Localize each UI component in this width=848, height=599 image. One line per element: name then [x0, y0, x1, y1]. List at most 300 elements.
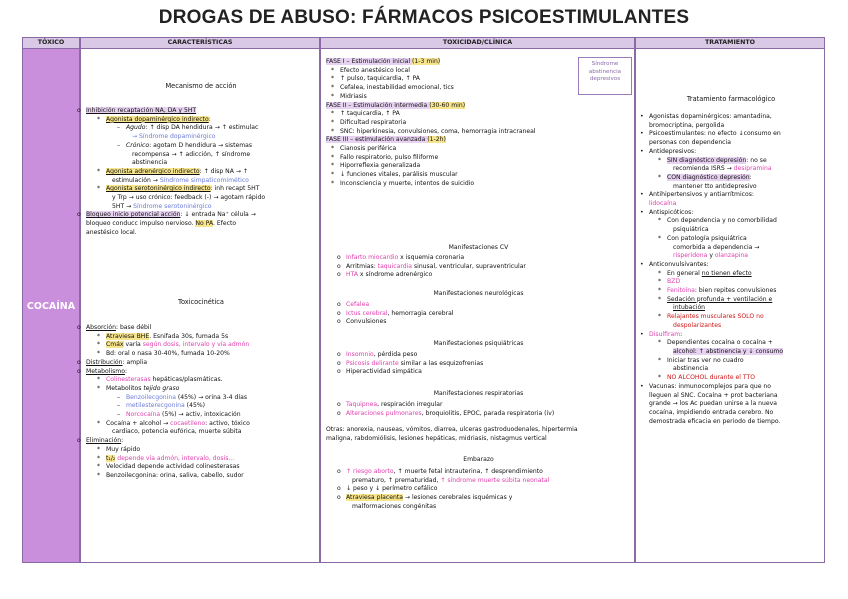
list-item: [326, 410, 631, 419]
list-item: [326, 254, 631, 263]
list-item: [641, 365, 823, 374]
page-title: DROGAS DE ABUSO: FÁRMACOS PSICOESTIMULANTES: [158, 7, 690, 28]
toxicocinetica-list: [77, 324, 318, 481]
list-item-text: ↑ pulso, taquicardia, ↑ PA: [340, 75, 420, 83]
section-heading-toxicocinetica: Toxicocinética: [178, 298, 224, 306]
list-item: [77, 437, 318, 446]
bullet-marker: •: [640, 260, 644, 268]
bullet-marker: *: [97, 376, 101, 384]
bullet-marker: *: [97, 384, 101, 392]
list-item: [86, 428, 318, 437]
list-item: [326, 110, 576, 119]
list-item-text: Vacunas: inmunocomplejos para que no: [649, 382, 771, 390]
list-item-text: Psicoestimulantes: no efecto ↓consumo en: [649, 130, 781, 138]
section-heading-neuro: Manifestaciones neurológicas: [433, 290, 524, 297]
list-item-text: Benzoilecgonina: [126, 393, 176, 401]
section-heading-psiq: Manifestaciones psiquiátricas: [433, 340, 524, 347]
bullet-marker: o: [77, 437, 81, 445]
list-item-text: no tienen efecto: [701, 269, 752, 277]
list-item: [641, 270, 823, 279]
bullet-marker: *: [97, 454, 101, 462]
bullet-marker: *: [331, 75, 335, 83]
bullet-marker: o: [337, 351, 341, 358]
bullet-marker: *: [658, 278, 662, 286]
bullet-marker: o: [337, 309, 341, 317]
list-item-text: BZD: [667, 278, 681, 286]
list-item-text: Colinesterasas: [106, 376, 151, 384]
list-item-text: : ↑ disp DA hendidura → ↑ estimulac: [145, 124, 259, 132]
mecanismo-list: [77, 107, 318, 238]
list-item-text: Dependientes cocaína o cocaína +: [667, 339, 773, 347]
list-item: [326, 102, 576, 111]
list-item-text: (5%) → activ, intoxicación: [160, 411, 241, 419]
list-item-text: HTA: [346, 271, 358, 279]
bullet-marker: o: [337, 262, 341, 270]
list-item-text: Efecto anestésico local: [340, 66, 410, 74]
list-item-text: similar a las esquizofrenias: [398, 359, 484, 367]
list-item-text: bromocriptina, pergolida: [649, 121, 725, 129]
list-item-text: risperidona: [673, 252, 708, 260]
cv-list: [326, 254, 631, 280]
tratamiento-list: [641, 113, 823, 426]
bullet-marker: •: [640, 382, 644, 390]
list-item-text: Cefalea: [346, 301, 370, 308]
bullet-marker: *: [331, 153, 335, 161]
list-item: [641, 165, 823, 174]
list-item-text: . Efecto: [213, 220, 237, 228]
list-item-text: , respiración irregular: [377, 401, 443, 408]
list-item-text: : amplia: [122, 358, 148, 366]
list-item: [77, 358, 318, 368]
list-item: [641, 139, 823, 148]
list-item-text: x síndrome adrenérgico: [358, 271, 433, 279]
section-heading-tratamiento: Tratamiento farmacológico: [686, 95, 776, 103]
list-item-text: Fallo respiratorio, pulso filiforme: [340, 153, 439, 161]
list-item-text: Disulfiram: [649, 330, 681, 338]
list-item: [77, 107, 318, 116]
list-item: [641, 278, 823, 287]
bullet-marker: o: [77, 358, 81, 366]
list-item-text: → Síndrome dopaminérgico: [132, 133, 216, 141]
list-item-text: Con patología psiquiátrica: [667, 234, 747, 242]
list-item: [641, 130, 823, 139]
bullet-marker: *: [331, 118, 335, 126]
bullet-marker: o: [77, 107, 81, 114]
list-item-text: Antidepresivos:: [649, 147, 697, 155]
list-item-text: abstinencia: [132, 159, 168, 167]
bullet-marker: *: [331, 127, 335, 135]
list-item-text: :: [124, 367, 128, 375]
list-item: [641, 331, 823, 340]
section-heading-mecanismo: Mecanismo de acción: [165, 82, 237, 90]
bullet-marker: –: [117, 411, 121, 419]
list-item-text: Alteraciones pulmonares: [346, 409, 422, 417]
list-item-text: prematuro, ↑ prematuridad,: [352, 476, 441, 484]
list-item-text: varía: [123, 341, 143, 349]
bullet-marker: *: [658, 374, 662, 382]
list-item: [641, 383, 823, 392]
list-item: [326, 301, 631, 310]
list-item: [641, 400, 823, 409]
list-item-text: (45%): [184, 402, 205, 410]
bullet-marker: *: [97, 167, 101, 175]
list-item-text: Infarto miocardio: [346, 254, 399, 261]
bullet-marker: o: [337, 409, 341, 417]
list-item-text: Con dependencia y no comorbilidad: [667, 217, 777, 225]
bullet-marker: •: [640, 130, 644, 138]
list-item-text: según dosis, intervalo y vía admón: [142, 341, 250, 349]
embarazo-list: [326, 468, 631, 512]
list-item: [326, 136, 576, 145]
header-toxicidad: TOXICIDAD/CLÍNICA: [320, 37, 635, 49]
list-item-text: → lesiones cerebrales isquémicas y: [402, 494, 513, 502]
bullet-marker: o: [337, 254, 341, 261]
list-item: [86, 385, 318, 394]
list-item-text: Sedación profunda + ventilación e: [667, 295, 773, 303]
list-item: [641, 200, 823, 209]
list-item: [641, 261, 823, 270]
list-item-text: Eliminación: [86, 437, 122, 445]
list-item-text: y Trp → uso crónico: feedback (-) → agotam rápido: [112, 194, 266, 202]
list-item-text: FASE I – Estimulación inicial: [326, 58, 413, 65]
bullet-marker: *: [658, 287, 662, 295]
bullet-marker: o: [337, 485, 341, 493]
list-item-text: :: [208, 115, 211, 123]
list-item: [326, 154, 576, 163]
list-item-text: (30-60 min): [429, 101, 466, 109]
list-item-text: alcohol: ↑ abstinencia y ↓ consumo: [673, 347, 784, 355]
list-item: [86, 455, 318, 464]
bullet-marker: *: [331, 179, 335, 187]
list-item: [641, 304, 823, 313]
list-item-text: personas con dependencia: [649, 139, 731, 147]
bullet-marker: –: [117, 402, 121, 410]
list-item-text: Síndrome serotoninérgico: [133, 202, 212, 210]
list-item-text: : inh recapt 5HT: [210, 185, 260, 193]
bullet-marker: –: [117, 124, 121, 132]
list-item-text: Cefalea, inestabilidad emocional, tics: [340, 84, 454, 92]
toxico-column: [22, 49, 80, 563]
psiq-list: [326, 351, 631, 377]
bullet-marker: *: [97, 115, 101, 123]
list-item-text: Síndrome simpaticomimético: [159, 176, 249, 184]
list-item-text: , pérdida peso: [373, 351, 418, 358]
list-item-text: Distribución: [86, 358, 123, 366]
bullet-marker: *: [97, 463, 101, 471]
list-item: [641, 357, 823, 366]
list-item-text: :: [121, 437, 124, 445]
list-item: [86, 394, 318, 403]
list-item: [641, 252, 823, 261]
bullet-marker: •: [640, 113, 644, 120]
list-item: [86, 124, 318, 133]
list-item-text: Agonistas dopaminérgicos: amantadina,: [649, 113, 772, 120]
list-item: [86, 194, 318, 203]
list-item-text: :: [749, 173, 752, 181]
bullet-marker: *: [97, 332, 101, 340]
list-item: [641, 322, 823, 331]
list-item: [326, 67, 576, 76]
list-item: [326, 58, 576, 67]
list-item: [326, 468, 631, 477]
bullet-marker: o: [77, 324, 81, 331]
list-item: [641, 148, 823, 157]
list-item-text: Norcocaína: [126, 411, 161, 419]
list-item-text: tejido graso: [143, 384, 180, 392]
list-item-text: Fenitoína: [667, 287, 695, 295]
list-item-text: sinusal, ventricular, supraventricular: [412, 262, 526, 270]
list-item: [86, 185, 318, 194]
bullet-marker: *: [658, 173, 662, 181]
list-item: [326, 119, 576, 128]
list-item-text: : ↑ disp NA → ↑: [199, 167, 248, 175]
section-heading-embarazo: Embarazo: [463, 456, 494, 463]
neuro-list: [326, 301, 631, 327]
bullet-marker: *: [658, 313, 662, 321]
list-item-text: Arritmias:: [346, 262, 378, 270]
list-item-text: CON diagnóstico depresión: [667, 173, 750, 181]
list-item-text: Cmáx: [106, 341, 124, 349]
list-item-text: Inhibición recaptación NA, DA y 5HT: [86, 107, 197, 114]
list-item: [641, 409, 823, 418]
list-item-text: Metabolitos: [106, 384, 144, 392]
bullet-marker: o: [337, 468, 341, 475]
list-item-text: t₁/₂: [106, 454, 116, 462]
list-item-text: demostrada eficacia en periodo de tiempo.: [649, 417, 781, 425]
bullet-marker: –: [117, 393, 121, 401]
toxico-name: COCAÍNA: [26, 301, 76, 312]
bullet-marker: *: [97, 445, 101, 453]
list-item-text: ↑ riesgo aborto: [346, 468, 394, 475]
bullet-marker: o: [337, 359, 341, 367]
bullet-marker: o: [337, 494, 341, 502]
list-item-text: Cocaína + alcohol →: [106, 419, 171, 427]
bullet-marker: *: [331, 110, 335, 118]
bullet-marker: *: [658, 269, 662, 277]
list-item-text: (45%) → orina 3-4 días: [175, 393, 247, 401]
list-item-text: Midriasis: [340, 92, 367, 100]
list-item: [641, 157, 823, 166]
list-item-text: comorbida a dependencia →: [673, 243, 760, 251]
bullet-marker: o: [337, 271, 341, 279]
list-item-text: recompensa → ↑ adicción, ↑ síndrome: [132, 150, 251, 158]
list-item-text: Inconsciencia y muerte, intentos de suicidio: [340, 179, 475, 187]
list-item-text: Velocidad depende actividad colinesterasas: [106, 463, 240, 471]
fases-list: [326, 58, 576, 189]
resp-list: [326, 401, 631, 418]
list-item: [86, 133, 318, 142]
list-item-text: FASE III – estimulación avanzada: [326, 136, 428, 144]
list-item-text: Convulsiones: [346, 318, 387, 326]
list-item-text: Antihipertensivos y antiarrítmicos:: [649, 191, 754, 199]
list-item-text: grande → los Ac puedan unirse a la nueva: [649, 400, 777, 408]
list-item: [641, 296, 823, 305]
list-item: [641, 122, 823, 131]
list-item-text: Metabolismo: [86, 367, 125, 375]
list-item-text: Insomnio: [346, 351, 374, 358]
list-item: [641, 339, 823, 348]
list-item: [641, 226, 823, 235]
list-item-text: Agudo: [126, 124, 146, 132]
list-item-text: Atraviesa BHE: [106, 332, 150, 340]
list-item: [326, 75, 576, 84]
list-item: [641, 235, 823, 244]
list-item-text: malformaciones congénitas: [352, 502, 437, 510]
list-item: [641, 313, 823, 322]
list-item: [86, 463, 318, 472]
list-item: [326, 84, 576, 93]
list-item-text: Antispicóticos:: [649, 208, 694, 216]
bullet-marker: o: [337, 301, 341, 308]
list-item: [326, 401, 631, 410]
list-item: [86, 220, 318, 229]
list-item-text: , broquiolitis, EPOC, parada respiratoria (iv): [421, 409, 555, 417]
list-item-text: Relajantes musculares SOLO no: [667, 313, 764, 321]
list-item-text: Bloqueo inicio potencial acción: [86, 211, 181, 219]
bullet-marker: *: [97, 350, 101, 358]
list-item: [641, 174, 823, 183]
list-item-text: , hemorragia cerebral: [387, 309, 454, 317]
list-item-text: : base débil: [115, 324, 152, 331]
bullet-marker: o: [77, 211, 81, 219]
section-heading-cv: Manifestaciones CV: [448, 244, 509, 251]
otras-line-1: Otras: anorexia, nauseas, vómitos, diarrea, ulceras gastroduodenales, hipertermia: [326, 426, 578, 433]
list-item: [641, 392, 823, 401]
list-item: [326, 503, 631, 512]
list-item-text: SIN diagnóstico depresión: [667, 156, 747, 164]
list-item-text: Agonista dopaminérgico indirecto: [106, 115, 209, 123]
list-item: [326, 93, 576, 102]
list-item: [326, 180, 576, 189]
list-item: [326, 318, 631, 327]
list-item: [326, 351, 631, 360]
list-item-text: : activo, tóxico: [205, 419, 250, 427]
list-item-text: Dificultad respiratoria: [340, 118, 407, 126]
bullet-marker: •: [640, 191, 644, 199]
list-item: [86, 350, 318, 359]
list-item-text: Crónico: [126, 141, 150, 149]
bullet-marker: *: [658, 234, 662, 242]
list-item: [86, 402, 318, 411]
list-item: [77, 211, 318, 220]
list-item-text: Cianosis periférica: [340, 145, 397, 153]
list-item-text: Agonista adrenérgico indirecto: [106, 167, 200, 175]
list-item-text: metilesterecgonina: [126, 402, 185, 410]
list-item-text: Bd: oral o nasa 30-40%, fumada 10-20%: [106, 350, 230, 358]
list-item-text: cocaetileno: [170, 419, 206, 427]
list-item: [86, 159, 318, 168]
list-item-text: depende vía admón, intervalo, dosis...: [115, 454, 235, 462]
list-item-text: Anticonvulsivantes:: [649, 260, 709, 268]
list-item: [86, 168, 318, 177]
list-item-text: recomienda ISRS →: [673, 165, 734, 173]
list-item: [326, 368, 631, 377]
list-item-text: Iniciar tras ver no cuadro: [667, 356, 744, 364]
list-item-text: . Esnifada 30s, fumada 5s: [149, 332, 229, 340]
list-item: [641, 374, 823, 383]
bullet-marker: *: [97, 471, 101, 479]
list-item-text: En general: [667, 269, 702, 277]
list-item: [86, 341, 318, 350]
list-item-text: estimulación →: [112, 176, 160, 184]
otras-line-2: maligna, rabdomiólisis, lesiones hepáticas, midriasis, nistagmus vertical: [326, 434, 547, 442]
bullet-marker: *: [658, 339, 662, 347]
list-item-text: Taquipnea: [346, 401, 378, 408]
list-item: [86, 472, 318, 481]
bullet-marker: *: [331, 84, 335, 92]
header-toxico: TÓXICO: [22, 37, 80, 49]
bullet-marker: o: [77, 367, 81, 375]
list-item-text: anestésico local.: [86, 228, 137, 236]
list-item: [641, 113, 823, 122]
list-item-text: Agonista serotoninérgico indirecto: [106, 185, 211, 193]
list-item-text: desipramina: [733, 165, 772, 173]
list-item: [326, 310, 631, 319]
bullet-marker: •: [640, 330, 644, 338]
list-item-text: No PA: [195, 220, 214, 228]
list-item-text: FASE II – Estimulación intermedia: [326, 101, 430, 109]
list-item-text: Muy rápido: [106, 445, 141, 453]
bullet-marker: *: [97, 185, 101, 193]
bullet-marker: *: [331, 162, 335, 170]
bullet-marker: o: [337, 401, 341, 408]
list-item-text: psiquiátrica: [673, 226, 709, 234]
list-item: [326, 271, 631, 280]
list-item-text: Ictus cerebral: [346, 309, 388, 317]
list-item-text: Benzoilecgonina: orina, saliva, cabello, sudor: [106, 471, 244, 479]
list-item-text: mantener tto antidepresivo: [673, 182, 757, 190]
list-item-text: : ↓ entrada Na⁺ célula →: [180, 211, 256, 219]
bullet-marker: o: [337, 368, 341, 376]
list-item: [77, 324, 318, 333]
bullet-marker: •: [640, 147, 644, 155]
list-item: [86, 229, 318, 238]
bullet-marker: *: [97, 419, 101, 427]
list-item: [326, 171, 576, 180]
list-item-text: Hiperactividad simpática: [346, 368, 422, 376]
list-item: [77, 367, 318, 377]
list-item-text: Hiporreflexia generalizada: [340, 162, 421, 170]
list-item-text: , ↑ muerte fetal intrauterina, ↑ desprendimiento: [393, 468, 543, 475]
list-item-text: Psicosis delirante: [346, 359, 399, 367]
list-item: [641, 217, 823, 226]
list-item-text: bloqueo conducc impulso nervioso.: [86, 220, 196, 228]
list-item: [86, 116, 318, 125]
list-item-text: hepáticas/plasmáticas.: [150, 376, 223, 384]
bullet-marker: •: [640, 208, 644, 216]
list-item-text: ↑ taquicardia, ↑ PA: [340, 110, 400, 118]
bullet-marker: *: [658, 295, 662, 303]
list-item: [641, 244, 823, 253]
list-item-text: Atraviesa placenta: [346, 494, 403, 502]
list-item-text: taquicardia: [377, 262, 413, 270]
list-item-text: Absorción: [86, 324, 116, 331]
bullet-marker: o: [337, 318, 341, 326]
list-item-text: ↓ funciones vitales, parálisis muscular: [340, 171, 458, 179]
list-item: [86, 376, 318, 385]
bullet-marker: –: [117, 141, 121, 149]
list-item: [86, 142, 318, 151]
list-item-text: SNC: hiperkinesia, convulsiones, coma, hemorragia intracraneal: [340, 127, 536, 135]
list-item-text: : bien repites convulsiones: [694, 287, 777, 295]
list-item: [641, 348, 823, 357]
list-item: [86, 151, 318, 160]
list-item-text: lidocaína: [649, 200, 677, 208]
bullet-marker: *: [331, 145, 335, 153]
list-item-text: 5HT →: [112, 202, 134, 210]
list-item-text: (1-2h): [427, 136, 446, 144]
list-item-text: intubación: [673, 304, 706, 312]
